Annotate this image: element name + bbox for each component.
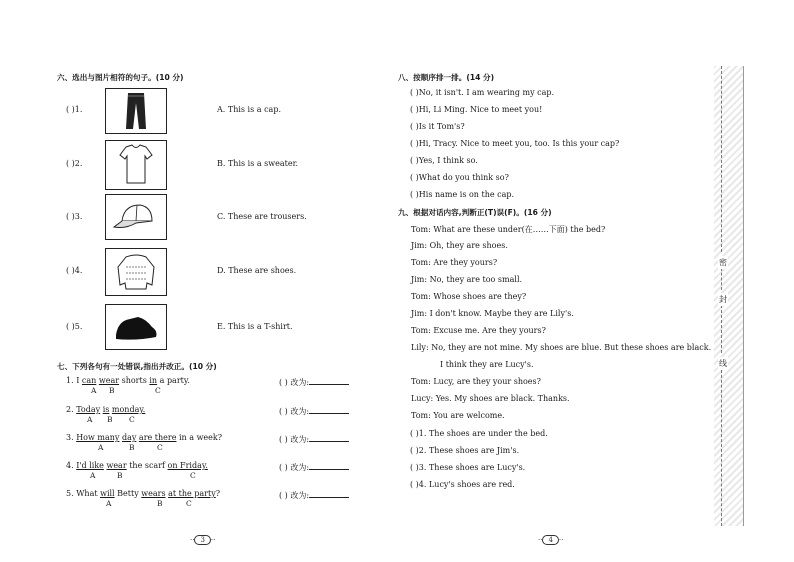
word: the scarf <box>129 461 165 470</box>
section6-heading: 六、选出与图片相符的句子。(10 分) <box>57 73 184 82</box>
answer-paren[interactable]: ( ) <box>66 266 75 275</box>
line-text: What do you think so? <box>418 173 509 182</box>
answer-paren[interactable]: ( ) <box>410 139 419 148</box>
seal-char-mi: 密 <box>719 258 727 267</box>
dialogue-line-1: Tom: What are these under(在……下面) the bed? <box>411 225 606 234</box>
word: Betty <box>117 489 139 498</box>
s6-option-1: A. This is a cap. <box>217 105 281 114</box>
option-b: wear <box>106 461 127 470</box>
dialogue-line-4: Jim: No, they are too small. <box>411 275 523 284</box>
answer-paren[interactable]: ( ) <box>279 435 288 444</box>
s7-answer-3 <box>279 433 349 445</box>
page-number-label: 3 <box>194 535 210 545</box>
item-number: 1. <box>74 105 83 114</box>
sentence-number: 1. <box>66 376 74 385</box>
answer-paren[interactable]: ( ) <box>66 212 75 221</box>
s6-option-5: E. This is a T-shirt. <box>217 322 293 331</box>
sentence-number: 5. <box>66 489 74 498</box>
word: What <box>76 489 98 498</box>
s6-item-2 <box>66 159 82 168</box>
answer-paren[interactable]: ( ) <box>279 463 288 472</box>
shoes-picture <box>105 304 167 350</box>
section7-heading: 七、下列各句有一处错误,指出并改正。(10 分) <box>57 362 217 371</box>
correction-blank[interactable] <box>309 433 349 442</box>
option-a: will <box>100 489 115 498</box>
letter-b: B <box>129 443 135 452</box>
option-b: is <box>102 405 110 414</box>
sentence-number: 2. <box>66 405 74 414</box>
correction-blank[interactable] <box>309 376 349 385</box>
s8-line-4 <box>410 139 619 148</box>
answer-paren[interactable]: ( ) <box>66 322 75 331</box>
answer-paren[interactable]: ( ) <box>410 156 419 165</box>
word: shorts <box>121 376 147 385</box>
letter-c: C <box>157 443 163 452</box>
page-number-4: ·· 4 ·· <box>538 536 564 544</box>
dialogue-line-11: Lucy: Yes. My shoes are black. Thanks. <box>411 394 570 403</box>
judgement-text: 4. Lucy's shoes are red. <box>418 480 515 489</box>
answer-paren[interactable]: ( ) <box>410 480 419 489</box>
item-number: 3. <box>74 212 83 221</box>
option-a: Today <box>76 405 101 414</box>
seal-char-feng: 封 <box>719 295 727 304</box>
item-number: 5. <box>74 322 83 331</box>
item-number: 4. <box>74 266 83 275</box>
section8-heading: 八、按顺序排一排。(14 分) <box>398 73 495 82</box>
cap-icon <box>106 195 166 239</box>
option-b: wear <box>98 376 120 385</box>
letter-c: C <box>190 471 196 480</box>
answer-paren[interactable]: ( ) <box>410 190 419 199</box>
answer-paren[interactable]: ( ) <box>410 122 419 131</box>
line-text: Yes, I think so. <box>418 156 478 165</box>
change-label: 改为: <box>290 491 310 500</box>
correction-blank[interactable] <box>309 405 349 414</box>
cut-line <box>721 305 722 353</box>
s8-line-7 <box>410 190 514 199</box>
answer-paren[interactable]: ( ) <box>410 446 419 455</box>
letter-c: C <box>186 499 192 508</box>
dialogue-line-12: Tom: You are welcome. <box>411 411 505 420</box>
dialogue-line-2: Jim: Oh, they are shoes. <box>411 241 508 250</box>
s8-line-1 <box>410 88 554 97</box>
judgement-text: 1. The shoes are under the bed. <box>418 429 548 438</box>
word: ? <box>215 489 221 498</box>
cut-line <box>721 370 722 526</box>
section9-heading: 九、根据对话内容,判断正(T)误(F)。(16 分) <box>398 208 552 217</box>
letter-a: A <box>91 386 97 395</box>
s8-line-5 <box>410 156 478 165</box>
dialogue-line-8: Lily: No, they are not mine. My shoes are blue. But these shoes are black. <box>411 343 712 352</box>
judgement-text: 3. These shoes are Lucy's. <box>418 463 526 472</box>
s6-option-2: B. This is a sweater. <box>217 159 299 168</box>
correction-blank[interactable] <box>309 489 349 498</box>
change-label: 改为: <box>290 435 310 444</box>
option-a: How many <box>76 433 120 442</box>
judgement-3 <box>410 463 525 472</box>
option-c: are there <box>138 433 177 442</box>
cap-picture <box>105 194 167 240</box>
correction-blank[interactable] <box>309 461 349 470</box>
answer-paren[interactable]: ( ) <box>279 378 288 387</box>
answer-paren[interactable]: ( ) <box>410 105 419 114</box>
trousers-picture <box>105 88 167 134</box>
word: a party. <box>159 376 190 385</box>
s7-answer-5 <box>279 489 349 501</box>
change-label: 改为: <box>290 378 310 387</box>
trousers-icon <box>106 89 166 133</box>
s8-line-6 <box>410 173 509 182</box>
page-number-label: 4 <box>542 535 558 545</box>
s7-answer-2 <box>279 405 349 417</box>
line-text: No, it isn't. I am wearing my cap. <box>418 88 555 97</box>
answer-paren[interactable]: ( ) <box>66 159 75 168</box>
dialogue-line-10: Tom: Lucy, are they your shoes? <box>411 377 541 386</box>
letter-b: B <box>107 415 113 424</box>
option-c: in <box>149 376 158 385</box>
option-c: monday. <box>111 405 146 414</box>
judgement-text: 2. These shoes are Jim's. <box>418 446 520 455</box>
margin-border <box>743 66 744 526</box>
option-c: at the party <box>168 489 216 498</box>
answer-paren[interactable]: ( ) <box>410 88 419 97</box>
option-a: I'd like <box>76 461 104 470</box>
answer-paren[interactable]: ( ) <box>410 429 419 438</box>
answer-paren[interactable]: ( ) <box>66 105 75 114</box>
s6-option-4: D. These are shoes. <box>217 266 297 275</box>
letter-a: A <box>106 499 112 508</box>
s8-line-3 <box>410 122 465 131</box>
cut-line <box>721 268 722 290</box>
answer-paren[interactable]: ( ) <box>410 173 419 182</box>
option-c: on Friday. <box>167 461 208 470</box>
change-label: 改为: <box>290 463 310 472</box>
tshirt-icon <box>106 141 166 189</box>
letter-a: A <box>87 415 93 424</box>
judgement-2 <box>410 446 519 455</box>
s7-answer-4 <box>279 461 349 473</box>
s7-answer-1 <box>279 376 349 388</box>
change-label: 改为: <box>290 407 310 416</box>
dialogue-line-3: Tom: Are they yours? <box>411 258 498 267</box>
dialogue-line-9: I think they are Lucy's. <box>440 360 534 369</box>
s6-item-3 <box>66 212 82 221</box>
s6-item-5 <box>66 322 82 331</box>
dialogue-line-6: Jim: I don't know. Maybe they are Lily's. <box>411 309 574 318</box>
page-number-3: ·· 3 ·· <box>190 536 216 544</box>
word: in a week? <box>179 433 223 442</box>
tshirt-picture <box>105 140 167 190</box>
judgement-1 <box>410 429 548 438</box>
letter-b: B <box>157 499 163 508</box>
judgement-4 <box>410 480 515 489</box>
s6-item-4 <box>66 266 82 275</box>
sweater-icon <box>106 249 166 295</box>
option-b: wears <box>141 489 166 498</box>
sentence-number: 3. <box>66 433 74 442</box>
line-text: Is it Tom's? <box>418 122 465 131</box>
answer-paren[interactable]: ( ) <box>279 407 288 416</box>
shoes-icon <box>106 305 166 349</box>
line-text: Hi, Li Ming. Nice to meet you! <box>418 105 543 114</box>
item-number: 2. <box>74 159 83 168</box>
s6-option-3: C. These are trousers. <box>217 212 307 221</box>
answer-paren[interactable]: ( ) <box>279 491 288 500</box>
letter-b: B <box>109 386 115 395</box>
seal-char-xian: 线 <box>719 359 727 368</box>
sentence-number: 4. <box>66 461 74 470</box>
dialogue-line-7: Tom: Excuse me. Are they yours? <box>411 326 546 335</box>
letter-a: A <box>90 471 96 480</box>
sweater-picture <box>105 248 167 296</box>
option-a: can <box>81 376 97 385</box>
cut-line <box>721 66 722 252</box>
dialogue-line-5: Tom: Whose shoes are they? <box>411 292 527 301</box>
letter-b: B <box>117 471 123 480</box>
answer-paren[interactable]: ( ) <box>410 463 419 472</box>
option-b: day <box>121 433 137 442</box>
line-text: His name is on the cap. <box>418 190 515 199</box>
line-text: Hi, Tracy. Nice to meet you, too. Is this your cap? <box>418 139 620 148</box>
letter-a: A <box>98 443 104 452</box>
s8-line-2 <box>410 105 542 114</box>
s6-item-1 <box>66 105 82 114</box>
letter-c: C <box>155 386 161 395</box>
word: I <box>76 376 80 385</box>
letter-c: C <box>129 415 135 424</box>
